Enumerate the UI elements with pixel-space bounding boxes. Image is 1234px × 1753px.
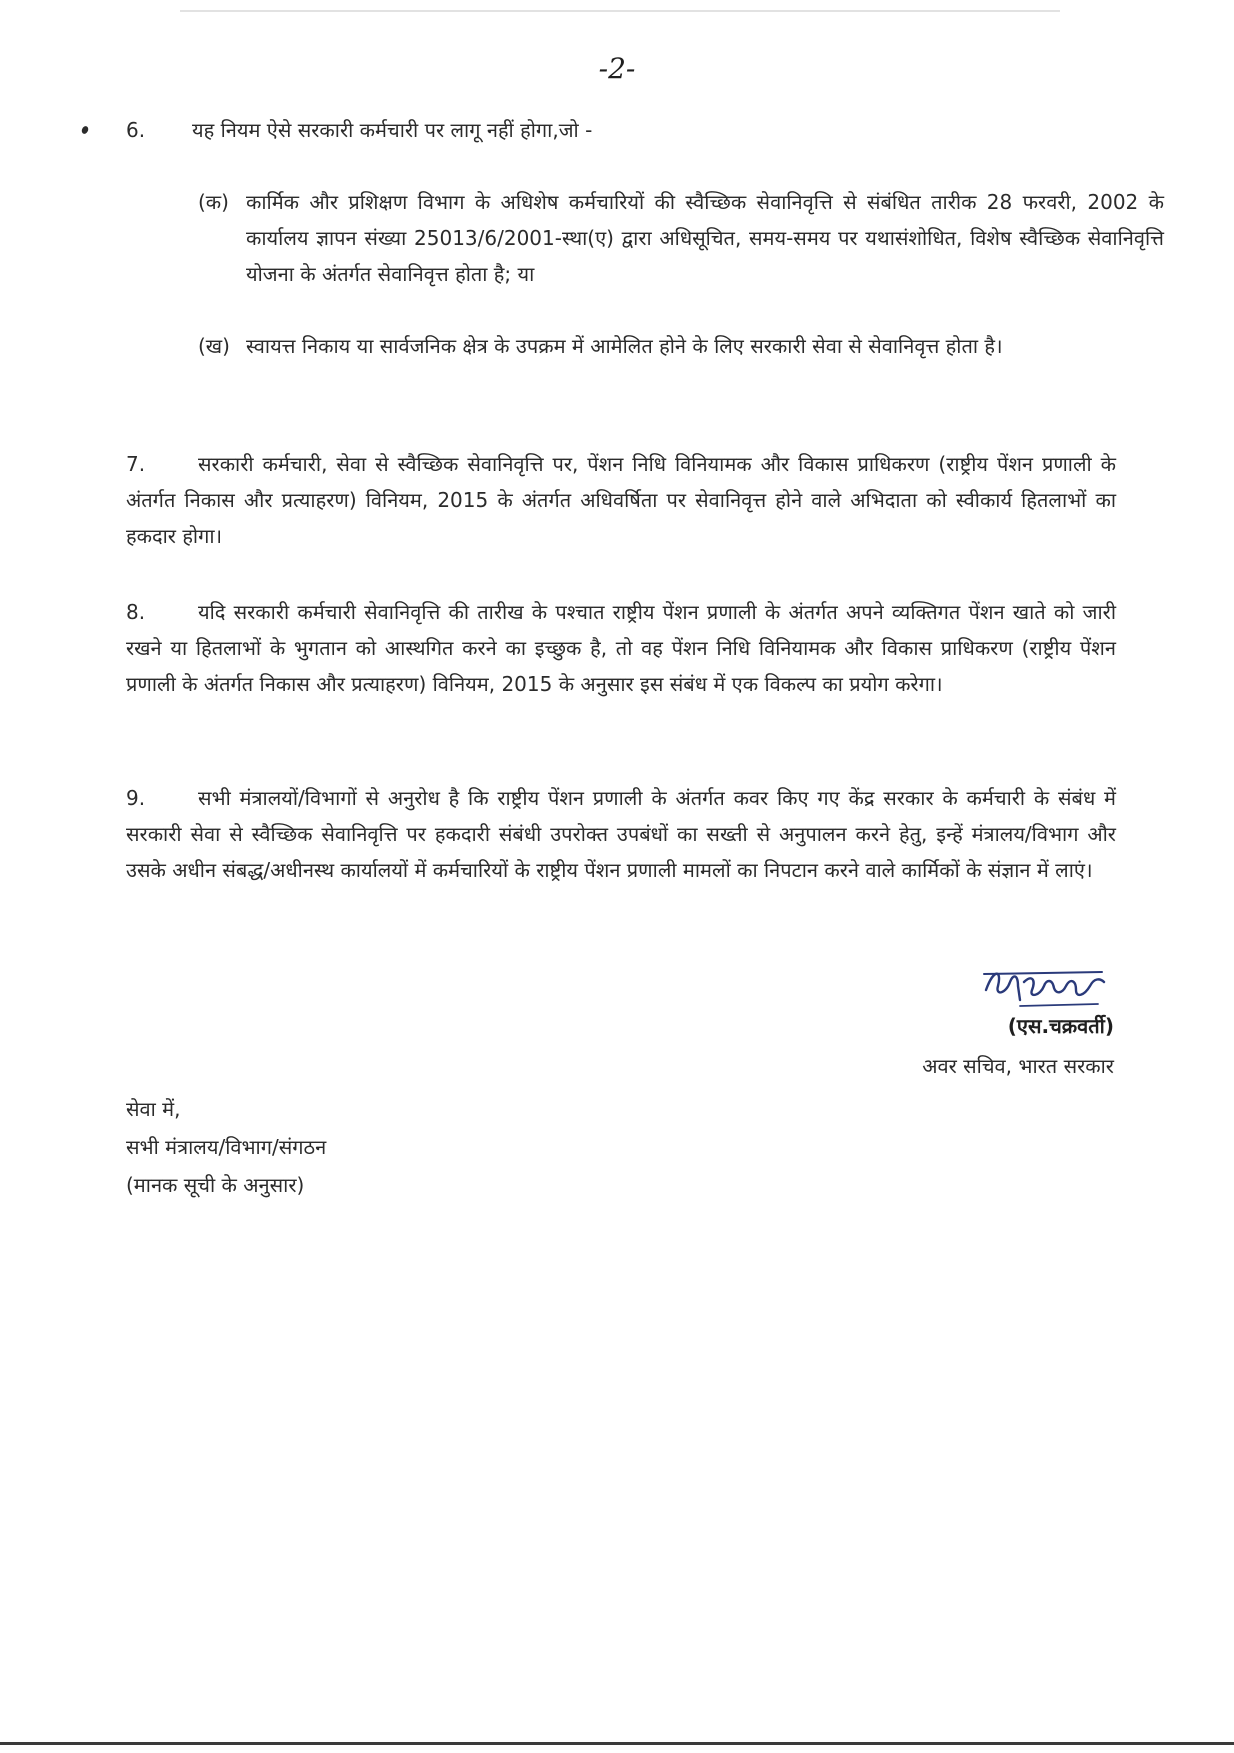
- sub-item-ka: [198, 184, 1164, 292]
- paragraph-number: 8.: [126, 600, 146, 624]
- handwritten-signature-icon: [980, 960, 1110, 1016]
- addressee-line-3: (मानक सूची के अनुसार): [126, 1173, 305, 1197]
- sub-item-kha: [198, 328, 1164, 364]
- signatory-designation: अवर सचिव, भारत सरकार: [922, 1054, 1114, 1078]
- scan-bottom-edge: [0, 1742, 1234, 1745]
- margin-mark: [81, 125, 90, 135]
- addressee-block: [126, 1090, 326, 1204]
- addressee-line-1: सेवा में,: [126, 1097, 181, 1121]
- paragraph-number: 9.: [126, 786, 146, 810]
- addressee-line-2: सभी मंत्रालय/विभाग/संगठन: [126, 1135, 327, 1159]
- paragraph-number: 7.: [126, 452, 146, 476]
- sub-item-label: (ख): [198, 334, 230, 358]
- paragraph-text: यदि सरकारी कर्मचारी सेवानिवृत्ति की तारीख के पश्चात राष्ट्रीय पेंशन प्रणाली के अंतर्गत अपने व्यक्तिगत पेंशन खाते को जारी रखने या हितलाभों के भुगतान को आस्थगित करने का इच्छुक है, तो वह पेंशन निधि विनियामक और विकास प्राधिकरण (राष्ट्रीय पेंशन प्रणाली के अंतर्गत निकास और प्रत्याहरण) विनियम, 2015 के अनुसार इस संबंध में एक विकल्प का प्रयोग करेगा।: [126, 600, 1116, 696]
- paragraph-6: [126, 112, 592, 148]
- paragraph-text: यह नियम ऐसे सरकारी कर्मचारी पर लागू नहीं होगा,जो -: [192, 118, 593, 142]
- paragraph-7: [126, 446, 1116, 554]
- signature-block: [860, 960, 1120, 1080]
- paragraph-9: [126, 780, 1116, 888]
- scan-edge-line: [180, 10, 1060, 12]
- sub-item-text: कार्मिक और प्रशिक्षण विभाग के अधिशेष कर्मचारियों की स्वैच्छिक सेवानिवृत्ति से संबंधित तारीक 28 फरवरी, 2002 के कार्यालय ज्ञापन संख्या 25013/6/2001-स्था(ए) द्वारा अधिसूचित, समय-समय पर यथासंशोधित, विशेष स्वैच्छिक सेवानिवृत्ति योजना के अंतर्गत सेवानिवृत्त होता है; या: [246, 190, 1164, 286]
- signatory-name: (एस.चक्रवर्ती): [1007, 1014, 1114, 1038]
- sub-item-label: (क): [198, 190, 229, 214]
- paragraph-number: 6.: [126, 118, 146, 142]
- sub-item-text: स्वायत्त निकाय या सार्वजनिक क्षेत्र के उपक्रम में आमेलित होने के लिए सरकारी सेवा से सेवानिवृत्त होता है।: [246, 334, 1003, 358]
- paragraph-text: सरकारी कर्मचारी, सेवा से स्वैच्छिक सेवानिवृत्ति पर, पेंशन निधि विनियामक और विकास प्राधिकरण (राष्ट्रीय पेंशन प्रणाली के अंतर्गत निकास और प्रत्याहरण) विनियम, 2015 के अंतर्गत अधिवर्षिता पर सेवानिवृत्त होने वाले अभिदाता को स्वीकार्य हितलाभों का हकदार होगा।: [126, 452, 1116, 548]
- paragraph-8: [126, 594, 1116, 702]
- page-number: -2-: [598, 52, 636, 85]
- paragraph-text: सभी मंत्रालयों/विभागों से अनुरोध है कि राष्ट्रीय पेंशन प्रणाली के अंतर्गत कवर किए गए केंद्र सरकार के कर्मचारी के संबंध में सरकारी सेवा से स्वैच्छिक सेवानिवृत्ति पर हकदारी संबंधी उपरोक्त उपबंधों का सख्ती से अनुपालन करने हेतु, इन्हें मंत्रालय/विभाग और उसके अधीन संबद्ध/अधीनस्थ कार्यालयों में कर्मचारियों के राष्ट्रीय पेंशन प्रणाली मामलों का निपटान करने वाले कार्मिकों के संज्ञान में लाएं।: [126, 786, 1116, 882]
